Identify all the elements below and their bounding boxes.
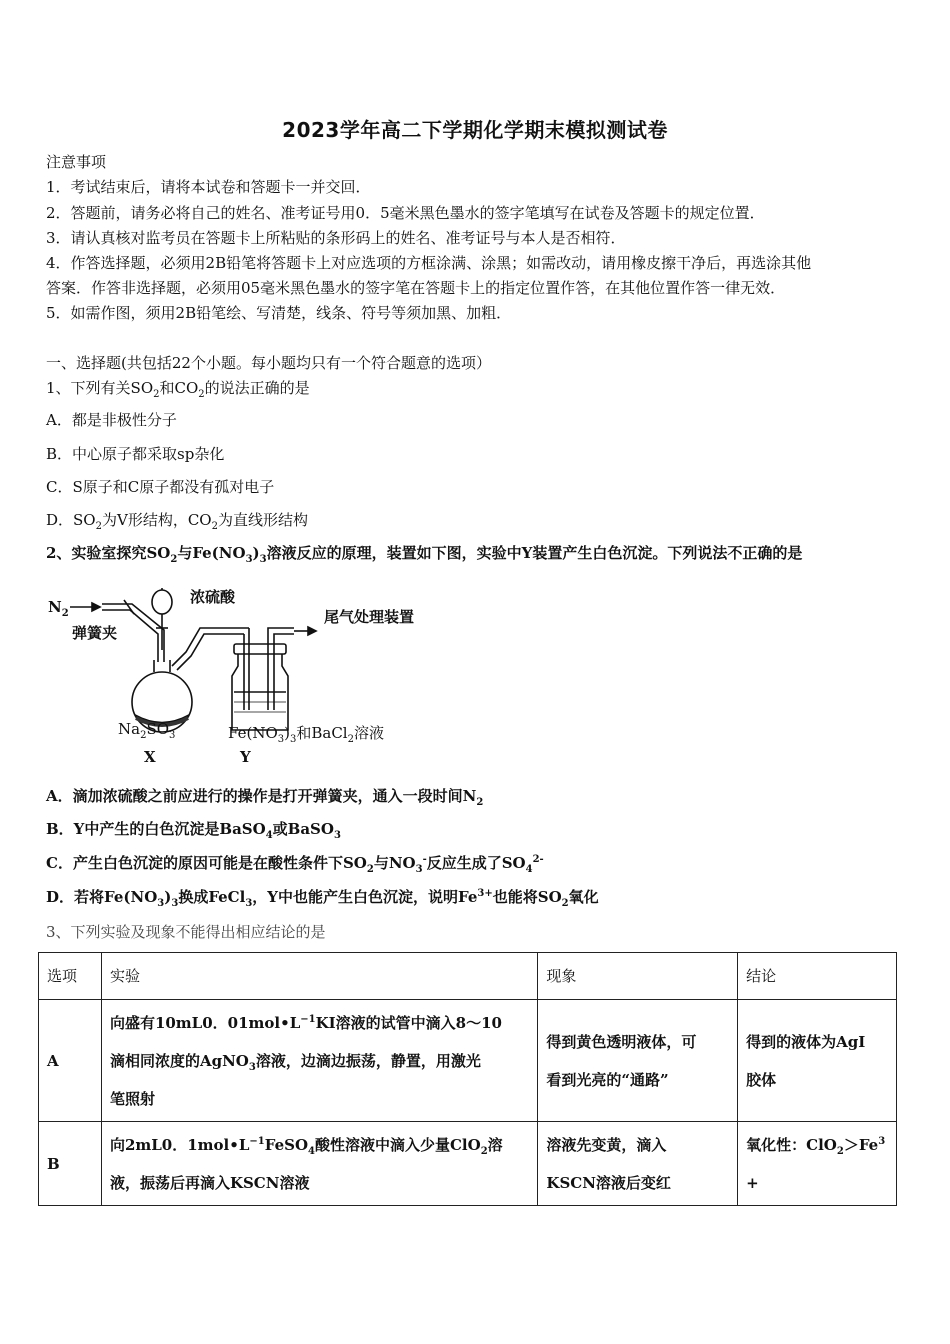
header-conclusion: 结论 xyxy=(738,953,897,1000)
notice-item: 答案．作答非选择题，必须用05毫米黑色墨水的签字笔在答题卡上的指定位置作答，在其他位置作答一律无效． xyxy=(46,279,786,297)
q2-option-c: C．产生白色沉淀的原因可能是在酸性条件下$SO_2$与$NO_3^-$反应生成了$SO_4^{2-}$ xyxy=(46,854,544,875)
q1-option-a: A．都是非极性分子 xyxy=(46,411,177,429)
notice-item: 2．答题前，请务必将自己的姓名、准考证号用0．5毫米黑色墨水的签字笔填写在试卷及答题卡的规定位置． xyxy=(46,204,765,222)
q1-option-b: B．中心原子都采取sp杂化 xyxy=(46,445,225,463)
x-label: X xyxy=(144,748,156,766)
q1-option-c: C．S原子和C原子都没有孤对电子 xyxy=(46,478,275,496)
na2so3-label: $Na_2SO_3$ xyxy=(118,720,176,741)
notice-item: 3．请认真核对监考员在答题卡上所粘贴的条形码上的姓名、准考证号与本人是否相符． xyxy=(46,229,626,247)
row-b-conclusion: 氧化性：$ClO_2>Fe^3$ + xyxy=(738,1122,897,1206)
row-b-option: B xyxy=(39,1122,102,1206)
acid-label: 浓硫酸 xyxy=(190,588,236,606)
n2-label: $N_2$ xyxy=(48,598,69,619)
table-header-row xyxy=(39,953,897,1000)
row-a-phenomenon: 得到黄色透明液体，可 看到光亮的“通路” xyxy=(538,1000,738,1122)
notice-heading: 注意事项 xyxy=(46,153,107,171)
clamp-label: 弹簧夹 xyxy=(72,624,118,642)
y-label: Y xyxy=(240,748,251,766)
q2-option-b: B．Y中产生的白色沉淀是BaSO$_4$或BaSO$_3$ xyxy=(46,820,341,841)
q3-stem: 3、下列实验及现象不能得出相应结论的是 xyxy=(46,923,326,941)
row-b-phenomenon: 溶液先变黄，滴入 KSCN溶液后变红 xyxy=(538,1122,738,1206)
page-title: 2023学年高二下学期化学期末模拟测试卷 xyxy=(282,118,668,142)
row-a-experiment: 向盛有10mL0．$01mol•L^{-1}KI$溶液的试管中滴入8～10 滴相同浓度的AgNO$_3$溶液，边滴边振荡，静置，用激光 笔照射 xyxy=(101,1000,537,1122)
table-row xyxy=(39,1000,897,1122)
q2-stem: 2、实验室探究$SO_2$与$Fe(NO_3)_3$溶液反应的原理，装置如下图，实验中Y装置产生白色沉淀。下列说法不正确的是 xyxy=(46,544,803,565)
row-a-option: A xyxy=(39,1000,102,1122)
section-heading: 一、选择题(共包括22个小题。每小题均只有一个符合题意的选项） xyxy=(46,354,491,372)
q1-option-d: D．$SO_2$为V形结构，$CO_2$为直线形结构 xyxy=(46,511,308,532)
notice-item: 1．考试结束后，请将本试卷和答题卡一并交回． xyxy=(46,178,371,196)
header-experiment: 实验 xyxy=(101,953,537,1000)
notice-item: 4．作答选择题，必须用2B铅笔将答题卡上对应选项的方框涂满、涂黑；如需改动，请用橡皮擦干净后，再选涂其他 xyxy=(46,254,812,272)
row-b-experiment: 向2mL0．$1mol•L^{-1}FeSO_4$酸性溶液中滴入少量ClO$_2$溶 液，振荡后再滴入KSCN溶液 xyxy=(101,1122,537,1206)
q2-option-a: A．滴加浓硫酸之前应进行的操作是打开弹簧夹，通入一段时间$N_2$ xyxy=(46,787,484,808)
table-row xyxy=(39,1122,897,1206)
experiment-table xyxy=(38,952,897,1206)
notice-item: 5．如需作图，须用2B铅笔绘、写清楚，线条、符号等须加黑、加粗． xyxy=(46,304,512,322)
q2-option-d: D．若将$Fe(NO_3)_3$换成FeCl$_3$，Y中也能产生白色沉淀，说明$Fe^{3+}$也能将$SO_2$氧化 xyxy=(46,888,599,909)
row-a-conclusion: 得到的液体为AgI 胶体 xyxy=(738,1000,897,1122)
header-option: 选项 xyxy=(39,953,102,1000)
apparatus-diagram xyxy=(44,580,464,770)
header-phenomenon: 现象 xyxy=(538,953,738,1000)
tail-label: 尾气处理装置 xyxy=(324,608,415,626)
q1-stem: 1、下列有关$SO_2$和$CO_2$的说法正确的是 xyxy=(46,379,310,400)
y-reagent-label: $Fe(NO_3)_3$和BaCl$_2$溶液 xyxy=(228,724,384,745)
